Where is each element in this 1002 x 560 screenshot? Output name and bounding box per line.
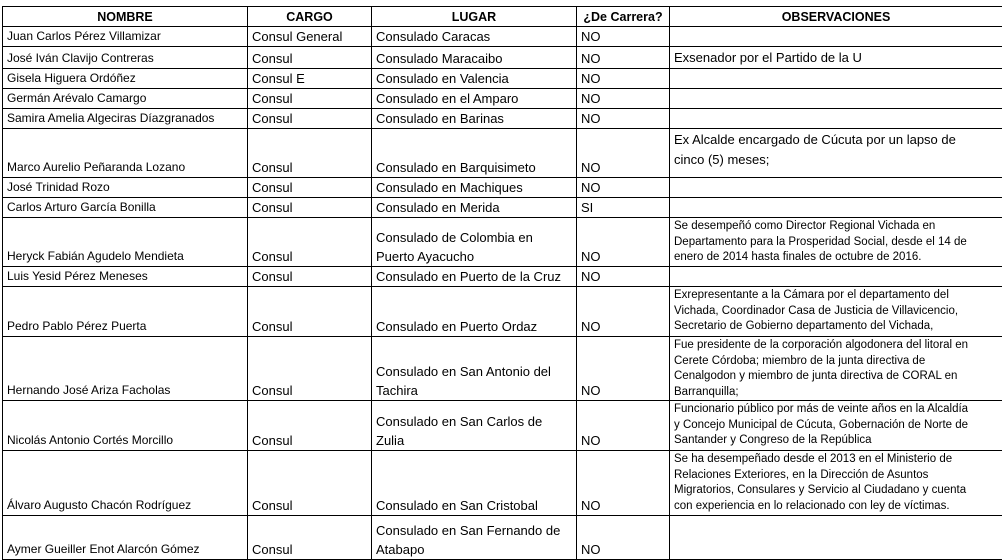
carrera-text: NO — [581, 27, 665, 46]
cargo-text: Consul — [252, 158, 367, 177]
observaciones-cell — [670, 516, 1002, 560]
header-cargo: CARGO — [248, 7, 372, 27]
carrera-cell — [577, 218, 670, 267]
cargo-text: Consul — [252, 178, 367, 197]
carrera-text: NO — [581, 89, 665, 108]
cargo-cell — [248, 27, 372, 47]
lugar-cell — [372, 516, 577, 560]
cargo-text: Consul — [252, 198, 367, 217]
cargo-text: Consul — [252, 89, 367, 108]
cargo-cell — [248, 178, 372, 198]
nombre-cell — [3, 47, 248, 69]
nombre-text: Samira Amelia Algeciras Díazgranados — [7, 111, 243, 126]
carrera-cell — [577, 27, 670, 47]
nombre-text: Heryck Fabián Agudelo Mendieta — [7, 249, 243, 264]
table-row — [3, 47, 1002, 69]
observaciones-cell — [670, 337, 1002, 401]
lugar-cell — [372, 129, 577, 178]
table-row — [3, 69, 1002, 89]
lugar-text: Consulado en San Fernando de Atabapo — [376, 521, 572, 559]
nombre-text: Nicolás Antonio Cortés Morcillo — [7, 433, 243, 448]
lugar-text: Consulado en Barinas — [376, 109, 572, 128]
cargo-text: Consul — [252, 431, 367, 450]
cargo-text: Consul E — [252, 69, 367, 88]
lugar-text: Consulado de Colombia en Puerto Ayacucho — [376, 228, 572, 266]
cargo-text: Consul — [252, 247, 367, 266]
observaciones-cell — [670, 89, 1002, 109]
carrera-cell — [577, 47, 670, 69]
observaciones-cell — [670, 198, 1002, 218]
nombre-text: Hernando José Ariza Facholas — [7, 383, 243, 398]
carrera-text: NO — [581, 540, 665, 559]
header-observaciones: OBSERVACIONES — [670, 7, 1002, 27]
cargo-cell — [248, 451, 372, 516]
nombre-text: Gisela Higuera Ordóñez — [7, 71, 243, 86]
observaciones-cell — [670, 109, 1002, 129]
lugar-text: Consulado en Barquisimeto — [376, 158, 572, 177]
table-row — [3, 109, 1002, 129]
header-carrera: ¿De Carrera? — [577, 7, 670, 27]
nombre-cell — [3, 218, 248, 267]
cargo-cell — [248, 401, 372, 451]
observaciones-text: Exsenador por el Partido de la U — [674, 48, 998, 68]
observaciones-text: Funcionario público por más de veinte años en la Alcaldía y Concejo Municipal de Cúcuta, Gobernación de Norte de Santander y Congreso de la República — [674, 402, 998, 449]
nombre-text: Germán Arévalo Camargo — [7, 91, 243, 106]
carrera-text: NO — [581, 49, 665, 68]
lugar-text: Consulado en el Amparo — [376, 89, 572, 108]
nombre-cell — [3, 198, 248, 218]
carrera-cell — [577, 198, 670, 218]
carrera-text: NO — [581, 381, 665, 400]
nombre-cell — [3, 27, 248, 47]
carrera-cell — [577, 109, 670, 129]
carrera-cell — [577, 287, 670, 337]
table-row — [3, 287, 1002, 337]
cargo-text: Consul — [252, 49, 367, 68]
observaciones-cell — [670, 27, 1002, 47]
carrera-text: NO — [581, 69, 665, 88]
lugar-cell — [372, 89, 577, 109]
carrera-cell — [577, 267, 670, 287]
lugar-cell — [372, 109, 577, 129]
cargo-text: Consul — [252, 540, 367, 559]
carrera-text: NO — [581, 317, 665, 336]
cargo-text: Consul — [252, 317, 367, 336]
lugar-text: Consulado en San Cristobal — [376, 496, 572, 515]
nombre-cell — [3, 129, 248, 178]
nombre-cell — [3, 178, 248, 198]
observaciones-text: Se ha desempeñado desde el 2013 en el Ministerio de Relaciones Exteriores, en la Dirección de Asuntos Migratorios, Consulares y Servicio al Ciudadano y cuenta con experiencia en lo relacionado con ley de víctimas. — [674, 452, 998, 514]
lugar-text: Consulado en Merida — [376, 198, 572, 217]
table-row — [3, 401, 1002, 451]
lugar-text: Consulado en Valencia — [376, 69, 572, 88]
lugar-text: Consulado en Machiques — [376, 178, 572, 197]
lugar-cell — [372, 401, 577, 451]
observaciones-cell — [670, 218, 1002, 267]
observaciones-text: Exrepresentante a la Cámara por el departamento del Vichada, Coordinador Casa de Justicia de Villavicencio, Secretario de Gobierno departamento del Vichada, — [674, 288, 998, 335]
nombre-text: Juan Carlos Pérez Villamizar — [7, 29, 243, 44]
nombre-text: Marco Aurelio Peñaranda Lozano — [7, 160, 243, 175]
nombre-text: Pedro Pablo Pérez Puerta — [7, 319, 243, 334]
carrera-text: NO — [581, 247, 665, 266]
carrera-cell — [577, 129, 670, 178]
lugar-cell — [372, 69, 577, 89]
nombre-cell — [3, 89, 248, 109]
carrera-text: NO — [581, 431, 665, 450]
nombre-cell — [3, 109, 248, 129]
carrera-text: NO — [581, 496, 665, 515]
carrera-cell — [577, 401, 670, 451]
lugar-text: Consulado Caracas — [376, 27, 572, 46]
table-row — [3, 218, 1002, 267]
nombre-text: José Iván Clavijo Contreras — [7, 51, 243, 66]
table-row — [3, 267, 1002, 287]
carrera-cell — [577, 89, 670, 109]
lugar-cell — [372, 451, 577, 516]
lugar-text: Consulado en Puerto Ordaz — [376, 317, 572, 336]
lugar-cell — [372, 337, 577, 401]
table-row — [3, 27, 1002, 47]
observaciones-cell — [670, 178, 1002, 198]
nombre-text: Carlos Arturo García Bonilla — [7, 200, 243, 215]
table-row — [3, 451, 1002, 516]
nombre-cell — [3, 401, 248, 451]
nombre-cell — [3, 516, 248, 560]
table-row — [3, 178, 1002, 198]
cargo-cell — [248, 69, 372, 89]
lugar-cell — [372, 287, 577, 337]
cargo-text: Consul — [252, 109, 367, 128]
cargo-cell — [248, 198, 372, 218]
consuls-table — [2, 6, 1002, 560]
nombre-text: Luis Yesid Pérez Meneses — [7, 269, 243, 284]
cargo-cell — [248, 89, 372, 109]
cargo-cell — [248, 337, 372, 401]
observaciones-text: Ex Alcalde encargado de Cúcuta por un lapso de cinco (5) meses; — [674, 130, 998, 170]
header-nombre: NOMBRE — [3, 7, 248, 27]
observaciones-cell — [670, 287, 1002, 337]
carrera-cell — [577, 337, 670, 401]
nombre-cell — [3, 337, 248, 401]
cargo-cell — [248, 267, 372, 287]
table-row — [3, 198, 1002, 218]
nombre-text: José Trinidad Rozo — [7, 180, 243, 195]
lugar-cell — [372, 47, 577, 69]
header-row — [3, 7, 1002, 27]
cargo-cell — [248, 287, 372, 337]
lugar-cell — [372, 27, 577, 47]
cargo-text: Consul General — [252, 27, 367, 46]
nombre-cell — [3, 267, 248, 287]
observaciones-cell — [670, 401, 1002, 451]
cargo-cell — [248, 516, 372, 560]
table-row — [3, 337, 1002, 401]
observaciones-cell — [670, 129, 1002, 178]
observaciones-cell — [670, 47, 1002, 69]
nombre-cell — [3, 451, 248, 516]
lugar-cell — [372, 198, 577, 218]
observaciones-cell — [670, 267, 1002, 287]
carrera-cell — [577, 69, 670, 89]
cargo-cell — [248, 218, 372, 267]
lugar-cell — [372, 267, 577, 287]
carrera-cell — [577, 516, 670, 560]
table-row — [3, 129, 1002, 178]
cargo-cell — [248, 109, 372, 129]
observaciones-text: Fue presidente de la corporación algodonera del litoral en Cerete Córdoba; miembro de la junta directiva de Cenalgodon y miembro de junta directiva de CORAL en Barranquilla; — [674, 338, 998, 400]
carrera-text: NO — [581, 158, 665, 177]
lugar-text: Consulado en San Carlos de Zulia — [376, 412, 572, 450]
cargo-cell — [248, 47, 372, 69]
table-row — [3, 89, 1002, 109]
carrera-text: NO — [581, 109, 665, 128]
nombre-cell — [3, 69, 248, 89]
carrera-text: NO — [581, 267, 665, 286]
table-row — [3, 516, 1002, 560]
carrera-cell — [577, 451, 670, 516]
nombre-text: Álvaro Augusto Chacón Rodríguez — [7, 498, 243, 513]
nombre-cell — [3, 287, 248, 337]
observaciones-text: Se desempeñó como Director Regional Vichada en Departamento para la Prosperidad Social, desde el 14 de enero de 2014 hasta finales de octubre de 2016. — [674, 219, 998, 266]
cargo-text: Consul — [252, 496, 367, 515]
observaciones-cell — [670, 69, 1002, 89]
carrera-text: SI — [581, 198, 665, 217]
header-lugar: LUGAR — [372, 7, 577, 27]
lugar-text: Consulado en Puerto de la Cruz — [376, 267, 572, 286]
nombre-text: Aymer Gueiller Enot Alarcón Gómez — [7, 542, 243, 557]
carrera-text: NO — [581, 178, 665, 197]
cargo-cell — [248, 129, 372, 178]
observaciones-cell — [670, 451, 1002, 516]
lugar-text: Consulado en San Antonio del Tachira — [376, 362, 572, 400]
lugar-cell — [372, 178, 577, 198]
cargo-text: Consul — [252, 381, 367, 400]
cargo-text: Consul — [252, 267, 367, 286]
lugar-text: Consulado Maracaibo — [376, 49, 572, 68]
lugar-cell — [372, 218, 577, 267]
carrera-cell — [577, 178, 670, 198]
